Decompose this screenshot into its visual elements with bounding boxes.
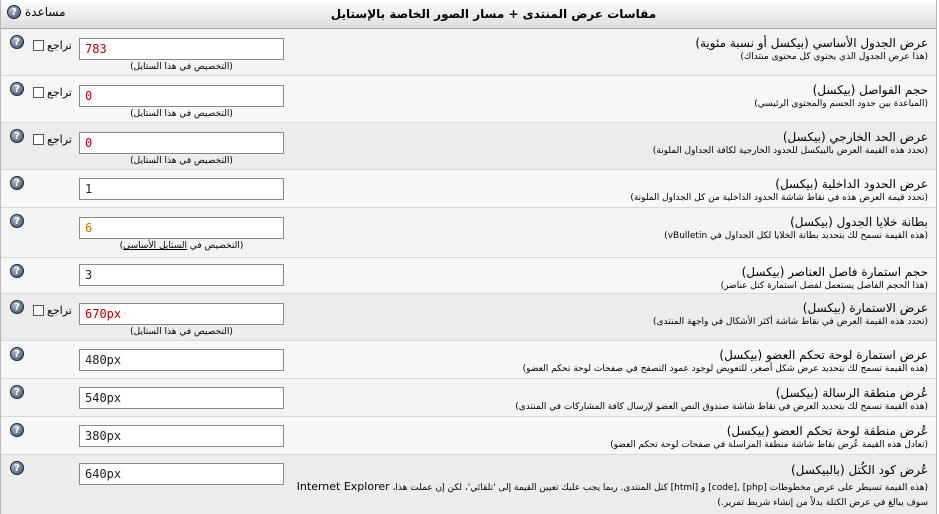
setting-title: عُرض منطقة الرسالة (بيكسل)	[775, 386, 928, 400]
setting-description: (تعادل هذه القيمة عُرض نقاط شاشة منطقة المراسلة في صفحات لوحة تحكم العضو)	[610, 440, 928, 450]
setting-label-block	[695, 36, 928, 62]
master-style-link[interactable]: الستايل الأساسي	[123, 241, 188, 251]
setting-title: عرض الحدود الداخلية (بيكسل)	[775, 177, 928, 191]
revert-checkbox[interactable]	[33, 305, 44, 316]
customization-note: (التخصيص في هذا الستايل)	[130, 62, 233, 72]
help-icon[interactable]: ?	[10, 347, 24, 361]
setting-label-block	[610, 424, 928, 450]
revert-control[interactable]	[33, 304, 72, 317]
setting-input[interactable]: 3	[79, 264, 284, 286]
revert-label[interactable]: تراجع	[47, 86, 72, 99]
setting-title: عرض الجدول الأساسي (بيكسل أو نسبة مئوية)	[695, 36, 928, 50]
setting-title: عُرض كود الكُتل (بالبيكسل)	[791, 463, 928, 477]
help-icon[interactable]: ?	[10, 35, 24, 49]
help-icon[interactable]: ?	[7, 5, 21, 19]
setting-label-block	[653, 301, 928, 327]
description-part-1: (هذه القيمة تسيطر على عرض مخطوطات [php] ,[code] و [html] كتل المنتدى. ربما يجب عليك تعيين القيمة إلى 'تلقائي'، لكن إن عملت هذا،	[392, 483, 928, 493]
customization-note: (التخصيص في هذا الستايل)	[130, 156, 233, 166]
setting-input[interactable]: 6	[79, 217, 284, 239]
setting-input[interactable]: 670px	[79, 303, 284, 325]
setting-row-usercp-form-width	[1, 341, 936, 379]
description-part-2: سوف يبالغ في عرض الكتلة بدلاً من إنشاء شريط تمرير.)	[717, 498, 928, 508]
setting-row-inner-border-width	[1, 170, 936, 208]
help-icon[interactable]: ?	[10, 461, 24, 475]
setting-row-spacer-size	[1, 76, 936, 123]
revert-control[interactable]	[33, 39, 72, 52]
panel-header	[1, 0, 936, 29]
customization-note	[79, 241, 284, 251]
description-browser-name: Internet Explorer	[296, 480, 390, 493]
revert-control[interactable]	[33, 133, 72, 146]
setting-label-block	[523, 348, 928, 374]
setting-title: عرض الاستمارة (بيكسل)	[802, 301, 928, 315]
setting-description: (هذا عرض الجدول الذي يحتوي كل محتوى منتداك)	[740, 52, 928, 62]
customization-note: (التخصيص في هذا الستايل)	[130, 327, 233, 337]
revert-checkbox[interactable]	[33, 87, 44, 98]
setting-title: بطانة خلايا الجدول (بيكسل)	[790, 215, 928, 229]
setting-label-block	[721, 265, 928, 291]
setting-input[interactable]: 640px	[79, 463, 284, 485]
help-icon[interactable]: ?	[10, 423, 24, 437]
setting-description: (تحدد قيمة العرض هذه في نقاط شاشة الحدود الداخلية من كل الجداول الملونة)	[630, 193, 928, 203]
help-icon[interactable]: ?	[10, 385, 24, 399]
setting-input[interactable]: 540px	[79, 387, 284, 409]
setting-row-cell-padding	[1, 208, 936, 258]
revert-checkbox[interactable]	[33, 40, 44, 51]
setting-title: حجم استمارة فاصل العناصر (بيكسل)	[741, 265, 928, 279]
setting-row-main-table-width	[1, 29, 936, 76]
customization-note: (التخصيص في هذا الستايل)	[130, 109, 233, 119]
setting-label-block	[754, 83, 928, 109]
setting-title: عرض استمارة لوحة تحكم العضو (بيكسل)	[719, 348, 928, 362]
setting-row-form-spacer	[1, 258, 936, 294]
setting-input[interactable]: 0	[79, 85, 284, 107]
setting-label-block	[630, 177, 928, 203]
setting-label-block	[515, 386, 928, 412]
revert-checkbox[interactable]	[33, 134, 44, 145]
setting-row-form-width	[1, 294, 936, 341]
setting-title: حجم الفواصل (بيكسل)	[812, 83, 928, 97]
panel-title: مقاسات عرض المنتدى + مسار الصور الخاصة بالإستايل	[330, 7, 657, 21]
setting-description	[291, 479, 928, 511]
setting-description: (هذا الحجم الفاصل يستعمل لفصل استمارة كتل عناصر)	[720, 281, 928, 291]
note-prefix: (التخصيص في	[119, 241, 240, 251]
setting-row-usercp-area-width	[1, 417, 936, 455]
setting-row-code-block-width	[1, 455, 936, 514]
setting-description: (هذه القيمة تسمح لك بتحديد العرض في نقاط شاشة صندوق النص العضو لإرسال كافة المشاركات في المنتدى)	[515, 402, 928, 412]
revert-label[interactable]: تراجع	[47, 39, 72, 52]
note-suffix: )	[239, 241, 244, 251]
setting-input[interactable]: 480px	[79, 349, 284, 371]
setting-label-block	[291, 463, 928, 511]
setting-description: (هذه القيمة تسمح لك بتحديد عرض شكل أصغر، للتعويض لوجود عمود التصفح في صفحات لوحة تحكم العضو)	[522, 364, 928, 374]
setting-input[interactable]: 1	[79, 178, 284, 200]
setting-input[interactable]: 380px	[79, 425, 284, 447]
help-icon[interactable]: ?	[10, 176, 24, 190]
help-icon[interactable]: ?	[10, 264, 24, 278]
setting-input[interactable]: 783	[79, 38, 284, 60]
setting-description: (تحدد هذه القيمة العرض في نقاط شاشة أكثر الأشكال في واجهة المنتدى)	[653, 317, 928, 327]
revert-label[interactable]: تراجع	[47, 133, 72, 146]
setting-label-block	[653, 130, 928, 156]
help-icon[interactable]: ?	[10, 300, 24, 314]
revert-label[interactable]: تراجع	[47, 304, 72, 317]
setting-description: (هذه القيمة تسمح لك بتحديد بطانة الخلايا لكل الجداول في vBulletin)	[664, 231, 928, 241]
setting-description: (المباعدة بين حدود الجسم والمحتوى الرئيسي)	[754, 99, 928, 109]
setting-label-block	[664, 215, 928, 241]
help-icon[interactable]: ?	[10, 214, 24, 228]
setting-input[interactable]: 0	[79, 132, 284, 154]
setting-row-message-area-width	[1, 379, 936, 417]
revert-control[interactable]	[33, 86, 72, 99]
help-icon[interactable]: ?	[10, 129, 24, 143]
help-label[interactable]: مساعدة	[25, 5, 66, 19]
help-link[interactable]	[7, 5, 66, 19]
help-icon[interactable]: ?	[10, 82, 24, 96]
setting-title: عرض الحد الخارجي (بيكسل)	[782, 130, 928, 144]
setting-title: عُرض منطقة لوحة تحكم العضو (بيكسل)	[726, 424, 928, 438]
setting-description: (تحدد هذه القيمة العرض بالبيكسل للحدود الخارجية لكافة الجداول الملونة)	[652, 146, 928, 156]
setting-row-outer-border-width	[1, 123, 936, 170]
